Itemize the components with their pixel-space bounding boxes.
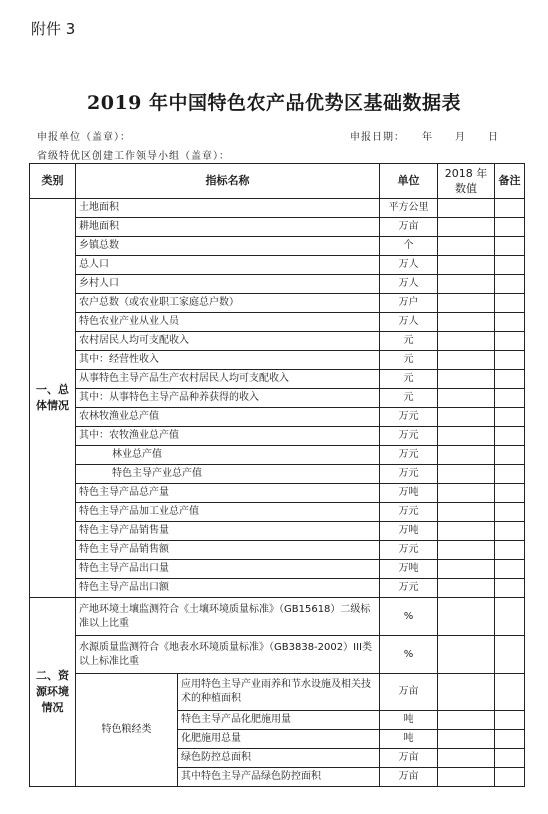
indicator-name: 特色主导产品化肥施用量 [178,711,380,730]
value-cell[interactable] [438,503,495,522]
unit-cell: 万元 [380,427,438,446]
remark-cell[interactable] [495,749,525,768]
remark-cell[interactable] [495,730,525,749]
value-cell[interactable] [438,199,495,218]
table-row [30,351,525,370]
subgroup-label: 特色粮经类 [76,674,178,787]
indicator-name: 土地面积 [76,199,380,218]
unit-cell: 万亩 [380,768,438,787]
unit-cell: 元 [380,351,438,370]
header-value-label: 数值 [455,182,477,195]
unit-cell: 万元 [380,465,438,484]
table-row [30,579,525,598]
indicator-name: 其中特色主导产品绿色防控面积 [178,768,380,787]
table-row [30,237,525,256]
leader-group-field: 省级特优区创建工作领导小组（盖章）： [37,151,230,162]
unit-cell: 万户 [380,294,438,313]
page-title: 2019 年中国特色农产品优势区基础数据表 [87,92,461,114]
indicator-name: 化肥施用总量 [178,730,380,749]
category-overall: 一、总体情况 [30,199,76,598]
indicator-name: 特色农业产业从业人员 [76,313,380,332]
table-row [30,598,525,636]
indicator-name: 绿色防控总面积 [178,749,380,768]
unit-cell: % [380,636,438,674]
remark-cell[interactable] [495,199,525,218]
value-cell[interactable] [438,598,495,636]
unit-cell: 万元 [380,446,438,465]
value-cell[interactable] [438,674,495,711]
remark-cell[interactable] [495,579,525,598]
remark-cell[interactable] [495,427,525,446]
value-cell[interactable] [438,408,495,427]
remark-cell[interactable] [495,446,525,465]
indicator-name: 从事特色主导产品生产农村居民人均可支配收入 [76,370,380,389]
table-row [30,389,525,408]
value-cell[interactable] [438,351,495,370]
indicator-name: 特色主导产业总产值 [76,465,380,484]
unit-cell: 万元 [380,579,438,598]
remark-cell[interactable] [495,636,525,674]
unit-cell: 万人 [380,313,438,332]
unit-cell: 平方公里 [380,199,438,218]
table-row [30,522,525,541]
remark-cell[interactable] [495,294,525,313]
value-cell[interactable] [438,768,495,787]
remark-cell[interactable] [495,484,525,503]
indicator-name: 农林牧渔业总产值 [76,408,380,427]
value-cell[interactable] [438,313,495,332]
table-row [30,256,525,275]
indicator-name: 特色主导产品总产量 [76,484,380,503]
indicator-name: 特色主导产品销售额 [76,541,380,560]
remark-cell[interactable] [495,256,525,275]
unit-cell: 万亩 [380,749,438,768]
value-cell[interactable] [438,484,495,503]
table-row [30,313,525,332]
remark-cell[interactable] [495,522,525,541]
value-cell[interactable] [438,275,495,294]
value-cell[interactable] [438,579,495,598]
remark-cell[interactable] [495,313,525,332]
remark-cell[interactable] [495,598,525,636]
remark-cell[interactable] [495,711,525,730]
remark-cell[interactable] [495,275,525,294]
value-cell[interactable] [438,427,495,446]
header-value [438,164,495,199]
table-row [30,484,525,503]
value-cell[interactable] [438,256,495,275]
remark-cell[interactable] [495,465,525,484]
indicator-name: 总人口 [76,256,380,275]
unit-cell: 万人 [380,275,438,294]
header-indicator: 指标名称 [76,164,380,199]
remark-cell[interactable] [495,541,525,560]
indicator-name: 特色主导产品销售量 [76,522,380,541]
value-cell[interactable] [438,749,495,768]
header-value-year: 2018 年 [444,167,488,180]
table-row [30,427,525,446]
header-unit: 单位 [380,164,438,199]
unit-cell: 元 [380,370,438,389]
table-row [30,560,525,579]
indicator-name: 产地环境土壤监测符合《土壤环境质量标准》（GB15618）二级标准以上比重 [76,598,380,636]
value-cell[interactable] [438,711,495,730]
unit-cell: 万元 [380,503,438,522]
indicator-name: 特色主导产品出口量 [76,560,380,579]
table-row [30,370,525,389]
remark-cell[interactable] [495,351,525,370]
header-category: 类别 [30,164,76,199]
table-row [30,199,525,218]
value-cell[interactable] [438,237,495,256]
value-cell[interactable] [438,218,495,237]
unit-cell: 万亩 [380,218,438,237]
value-cell[interactable] [438,465,495,484]
unit-cell: 元 [380,389,438,408]
applicant-field: 申报单位（盖章）： [37,132,131,143]
value-cell[interactable] [438,446,495,465]
indicator-name: 其中：农牧渔业总产值 [76,427,380,446]
table-row [30,541,525,560]
indicator-name: 乡村人口 [76,275,380,294]
remark-cell[interactable] [495,370,525,389]
header-remark: 备注 [495,164,525,199]
value-cell[interactable] [438,730,495,749]
indicator-name: 林业总产值 [76,446,380,465]
data-table [29,163,525,787]
unit-cell: 个 [380,237,438,256]
unit-cell: 万元 [380,408,438,427]
table-row [30,332,525,351]
remark-cell[interactable] [495,560,525,579]
table-row [30,218,525,237]
unit-cell: 万吨 [380,484,438,503]
value-cell[interactable] [438,560,495,579]
table-row [30,636,525,674]
unit-cell: 万吨 [380,560,438,579]
remark-cell[interactable] [495,332,525,351]
remark-cell[interactable] [495,503,525,522]
unit-cell: 万人 [380,256,438,275]
value-cell[interactable] [438,294,495,313]
table-row [30,294,525,313]
indicator-name: 特色主导产品出口额 [76,579,380,598]
attachment-label: 附件 3 [31,20,76,38]
remark-cell[interactable] [495,768,525,787]
unit-cell: 元 [380,332,438,351]
value-cell[interactable] [438,541,495,560]
table-row [30,503,525,522]
table-row [30,465,525,484]
header-row [30,164,525,199]
indicator-name: 特色主导产品加工业总产值 [76,503,380,522]
remark-cell[interactable] [495,389,525,408]
unit-cell: 万亩 [380,674,438,711]
unit-cell: 万元 [380,541,438,560]
indicator-name: 水源质量监测符合《地表水环境质量标准》（GB3838-2002）III类以上标准比重 [76,636,380,674]
unit-cell: % [380,598,438,636]
remark-cell[interactable] [495,218,525,237]
indicator-name: 其中：经营性收入 [76,351,380,370]
category-resources: 二、资源环境情况 [30,598,76,787]
unit-cell: 吨 [380,730,438,749]
remark-cell[interactable] [495,237,525,256]
table-row [30,674,525,711]
indicator-name: 应用特色主导产业雨养和节水设施及相关技术的种植面积 [178,674,380,711]
unit-cell: 万吨 [380,522,438,541]
value-cell[interactable] [438,389,495,408]
indicator-name: 其中：从事特色主导产品种养获得的收入 [76,389,380,408]
value-cell[interactable] [438,522,495,541]
value-cell[interactable] [438,332,495,351]
unit-cell: 吨 [380,711,438,730]
indicator-name: 农户总数（或农业职工家庭总户数） [76,294,380,313]
indicator-name: 耕地面积 [76,218,380,237]
value-cell[interactable] [438,636,495,674]
table-row [30,408,525,427]
value-cell[interactable] [438,370,495,389]
remark-cell[interactable] [495,674,525,711]
indicator-name: 农村居民人均可支配收入 [76,332,380,351]
date-field: 申报日期： 年 月 日 [350,132,499,143]
table-row [30,275,525,294]
indicator-name: 乡镇总数 [76,237,380,256]
table-row [30,446,525,465]
remark-cell[interactable] [495,408,525,427]
